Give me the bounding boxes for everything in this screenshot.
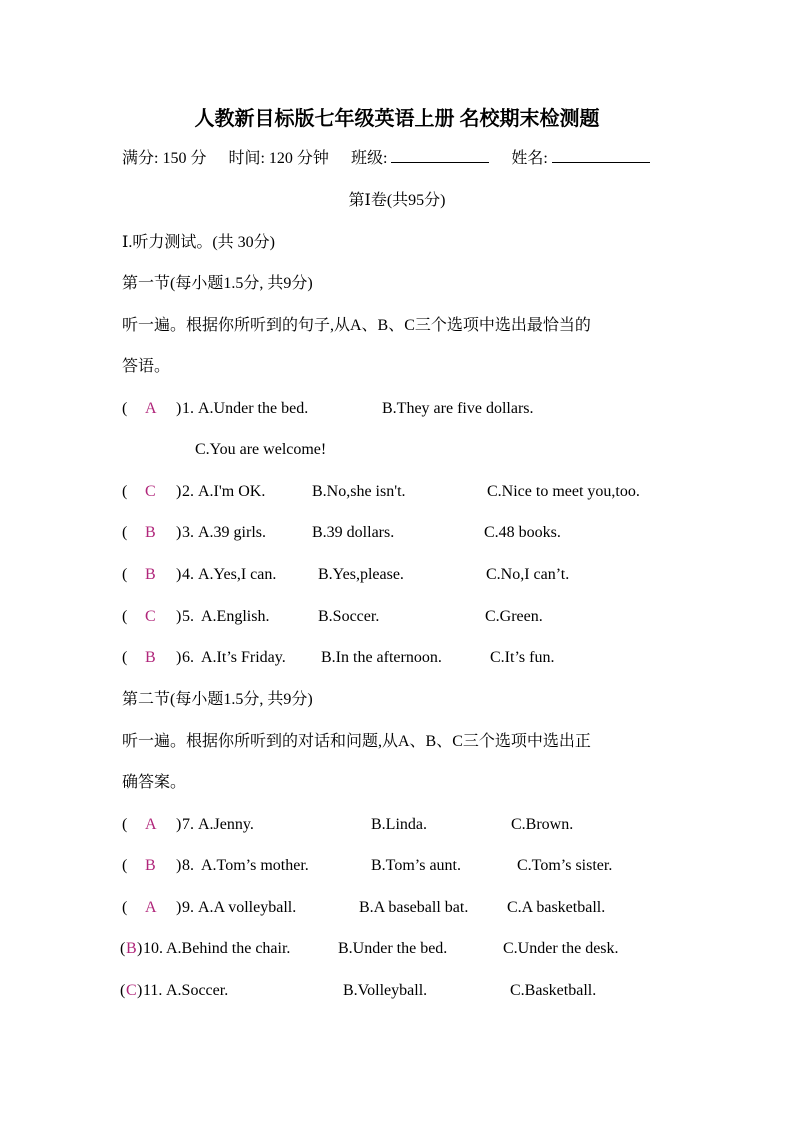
option-c: C.Basketball. [510,982,597,999]
paren-close: ) [176,608,182,625]
option-a: A.English. [201,608,270,625]
question-number: 3. [182,524,194,541]
paren-open: ( [122,400,128,417]
option-a: A.Jenny. [198,816,254,833]
option-b: B.Tom’s aunt. [371,857,461,874]
name-blank[interactable] [552,148,650,163]
option-c: C.Green. [485,608,543,625]
paren-open: ( [120,940,126,957]
section1-instruction-line1: 听一遍。根据你所听到的句子,从A、B、C三个选项中选出最恰当的 [122,317,591,334]
paren-close: ) [137,982,143,999]
option-c: C.It’s fun. [490,649,555,666]
answer-mark: B [145,649,156,666]
option-a: A.39 girls. [198,524,266,541]
option-c: C.No,I can’t. [486,566,570,583]
option-a: A.A volleyball. [198,899,297,916]
question-number: 1. [182,400,194,417]
time-value: 120 [268,150,293,167]
option-b: B.Soccer. [318,608,380,625]
class-label: 班级: [350,150,388,167]
question-number: 6. [182,649,194,666]
paren-close: ) [176,483,182,500]
question-number: 4. [182,566,194,583]
time-unit: 分钟 [296,150,329,167]
paren-open: ( [122,608,128,625]
section1-instruction-line2: 答语。 [122,358,171,375]
paren-close: ) [176,816,182,833]
full-score-unit: 分 [190,150,207,167]
paren-open: ( [122,524,128,541]
answer-mark: B [145,857,156,874]
section1-heading: 第一节(每小题1.5分, 共9分) [122,275,313,292]
option-c: C.Under the desk. [503,940,619,957]
full-score-label: 满分: [122,150,159,167]
exam-info-line [122,148,650,169]
volume-title: 第Ⅰ卷(共95分) [348,192,446,209]
question-number: 11. [143,982,163,999]
option-c: C.Tom’s sister. [517,857,613,874]
question-number: 8. [182,857,194,874]
answer-mark: A [145,899,157,916]
paren-open: ( [120,982,126,999]
option-a: A.Tom’s mother. [201,857,309,874]
paren-open: ( [122,483,128,500]
question-number: 10. [143,940,163,957]
option-b: B.A baseball bat. [359,899,469,916]
paren-open: ( [122,816,128,833]
option-c: C.Brown. [511,816,574,833]
paren-close: ) [137,940,143,957]
option-b: B.39 dollars. [312,524,395,541]
option-c: C.You are welcome! [195,441,327,458]
option-b: B.Volleyball. [343,982,428,999]
paren-close: ) [176,649,182,666]
answer-mark: B [145,566,156,583]
option-c: C.Nice to meet you,too. [487,483,640,500]
paren-open: ( [122,566,128,583]
answer-mark: B [126,940,137,957]
question-number: 7. [182,816,194,833]
paren-close: ) [176,524,182,541]
part1-heading: Ⅰ.听力测试。(共 30分) [122,234,275,251]
option-a: A.Behind the chair. [166,940,291,957]
option-b: B.Yes,please. [318,566,404,583]
paren-close: ) [176,400,182,417]
question-number: 9. [182,899,194,916]
paren-close: ) [176,899,182,916]
option-a: A.It’s Friday. [201,649,286,666]
answer-mark: C [145,608,156,625]
answer-mark: C [126,982,137,999]
answer-mark: B [145,524,156,541]
section2-instruction-line1: 听一遍。根据你所听到的对话和问题,从A、B、C三个选项中选出正 [122,733,591,750]
time-label: 时间: [228,150,265,167]
option-b: B.In the afternoon. [321,649,442,666]
option-a: A.Yes,I can. [198,566,277,583]
section2-instruction-line2: 确答案。 [122,774,187,791]
option-c: C.48 books. [484,524,561,541]
option-a: A.I'm OK. [198,483,266,500]
option-b: B.No,she isn't. [312,483,406,500]
question-number: 2. [182,483,194,500]
section2-heading: 第二节(每小题1.5分, 共9分) [122,691,313,708]
answer-mark: A [145,400,157,417]
answer-mark: A [145,816,157,833]
option-b: B.Linda. [371,816,427,833]
name-label: 姓名: [511,150,548,167]
answer-mark: C [145,483,156,500]
paren-close: ) [176,566,182,583]
option-a: A.Soccer. [166,982,229,999]
option-b: B.Under the bed. [338,940,448,957]
question-number: 5. [182,608,194,625]
exam-title: 人教新目标版七年级英语上册 名校期末检测题 [194,108,600,130]
option-a: A.Under the bed. [198,400,309,417]
paren-open: ( [122,857,128,874]
class-blank[interactable] [391,148,489,163]
option-c: C.A basketball. [507,899,606,916]
paren-open: ( [122,649,128,666]
paren-open: ( [122,899,128,916]
paren-close: ) [176,857,182,874]
full-score-value: 150 [162,150,187,167]
option-b: B.They are five dollars. [382,400,534,417]
